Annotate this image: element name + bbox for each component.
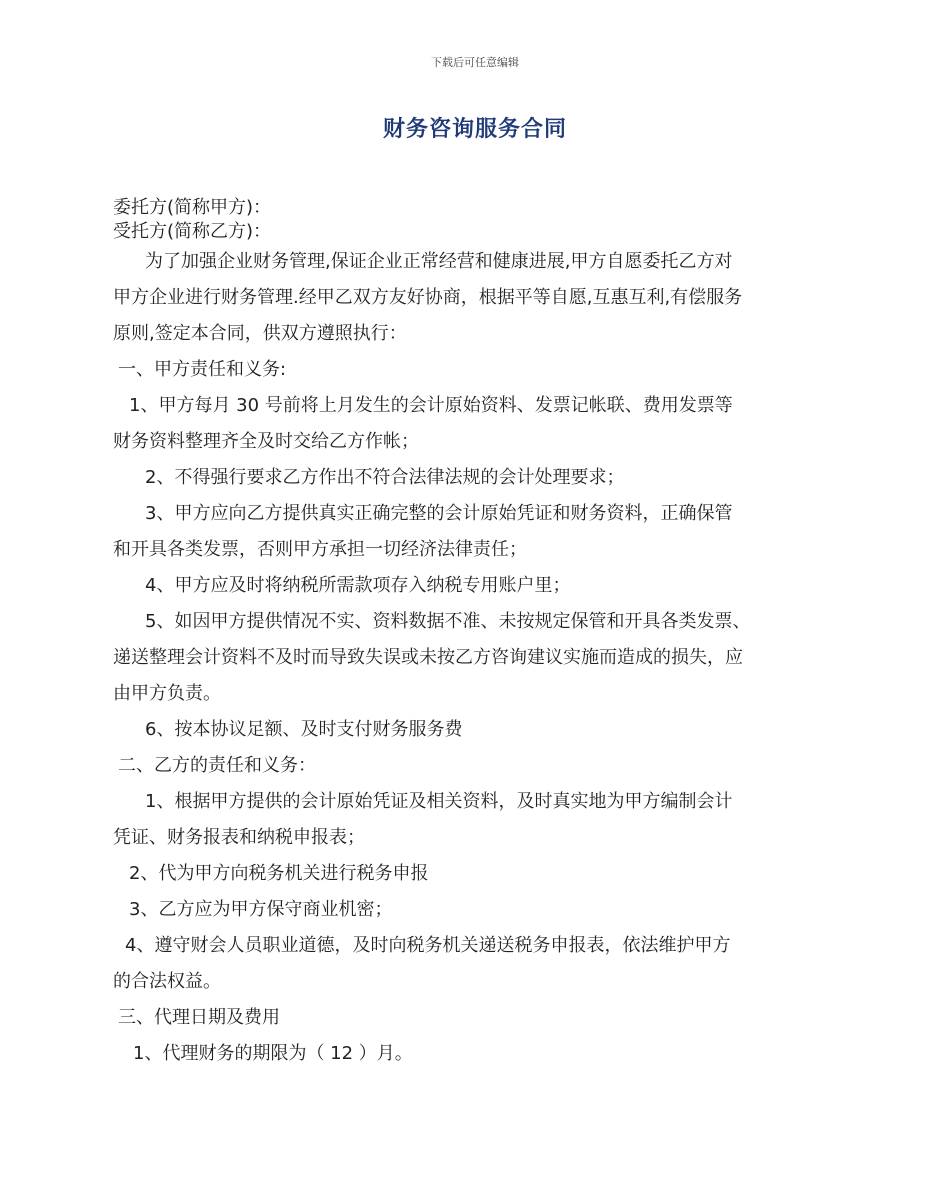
section1-item <box>113 460 833 496</box>
item-line: 2、代为甲方向税务机关进行税务申报 <box>129 863 429 884</box>
item-line: 2、不得强行要求乙方作出不符合法律法规的会计处理要求； <box>145 467 625 488</box>
section1-item <box>113 712 833 748</box>
item-line: 5、如因甲方提供情况不实、资料数据不准、未按规定保管和开具各类发票、 <box>145 611 751 632</box>
header-note: 下载后可任意编辑 <box>431 56 519 69</box>
section2-item <box>113 856 833 892</box>
section1-item <box>113 388 833 460</box>
section2-item <box>113 784 833 856</box>
item-line: 1、甲方每月 30 号前将上月发生的会计原始资料、发票记帐联、费用发票等 <box>129 395 733 416</box>
item-line: 递送整理会计资料不及时而导致失误或未按乙方咨询建议实施而造成的损失，应 <box>113 647 743 668</box>
item-line: 3、乙方应为甲方保守商业机密； <box>129 899 393 920</box>
intro-line: 甲方企业进行财务管理.经甲乙双方友好协商，根据平等自愿,互惠互利,有偿服务 <box>113 287 743 308</box>
party-a-line: 委托方(简称甲方)： <box>113 197 272 218</box>
item-line: 6、按本协议足额、及时支付财务服务费 <box>145 719 463 740</box>
section1-item <box>113 568 833 604</box>
item-line: 1、根据甲方提供的会计原始凭证及相关资料，及时真实地为甲方编制会计 <box>145 791 733 812</box>
contract-body <box>113 196 833 1072</box>
party-b-line: 受托方(简称乙方)： <box>113 221 272 242</box>
item-line: 1、代理财务的期限为（ 12 ）月。 <box>133 1043 413 1064</box>
item-line: 财务资料整理齐全及时交给乙方作帐； <box>113 431 419 452</box>
item-line: 4、遵守财会人员职业道德，及时向税务机关递送税务申报表，依法维护甲方 <box>125 935 731 956</box>
section1-item <box>113 496 833 568</box>
item-line: 3、甲方应向乙方提供真实正确完整的会计原始凭证和财务资料，正确保管 <box>145 503 733 524</box>
section1-heading: 一、甲方责任和义务: <box>118 359 287 380</box>
item-line: 的合法权益。 <box>113 971 221 992</box>
section3-item <box>113 1036 833 1072</box>
intro-line: 为了加强企业财务管理,保证企业正常经营和健康进展,甲方自愿委托乙方对 <box>145 251 733 272</box>
section3-heading: 三、代理日期及费用 <box>118 1007 280 1028</box>
section2-item <box>113 928 833 1000</box>
document-title: 财务咨询服务合同 <box>382 117 567 142</box>
section2-heading: 二、乙方的责任和义务： <box>118 755 316 776</box>
section2-item <box>113 892 833 928</box>
intro-paragraph <box>113 244 833 352</box>
section1-item <box>113 604 833 712</box>
item-line: 4、甲方应及时将纳税所需款项存入纳税专用账户里； <box>145 575 571 596</box>
item-line: 由甲方负责。 <box>113 683 221 704</box>
item-line: 凭证、财务报表和纳税申报表； <box>113 827 365 848</box>
intro-line: 原则,签定本合同，供双方遵照执行： <box>113 323 407 344</box>
item-line: 和开具各类发票，否则甲方承担一切经济法律责任； <box>113 539 527 560</box>
